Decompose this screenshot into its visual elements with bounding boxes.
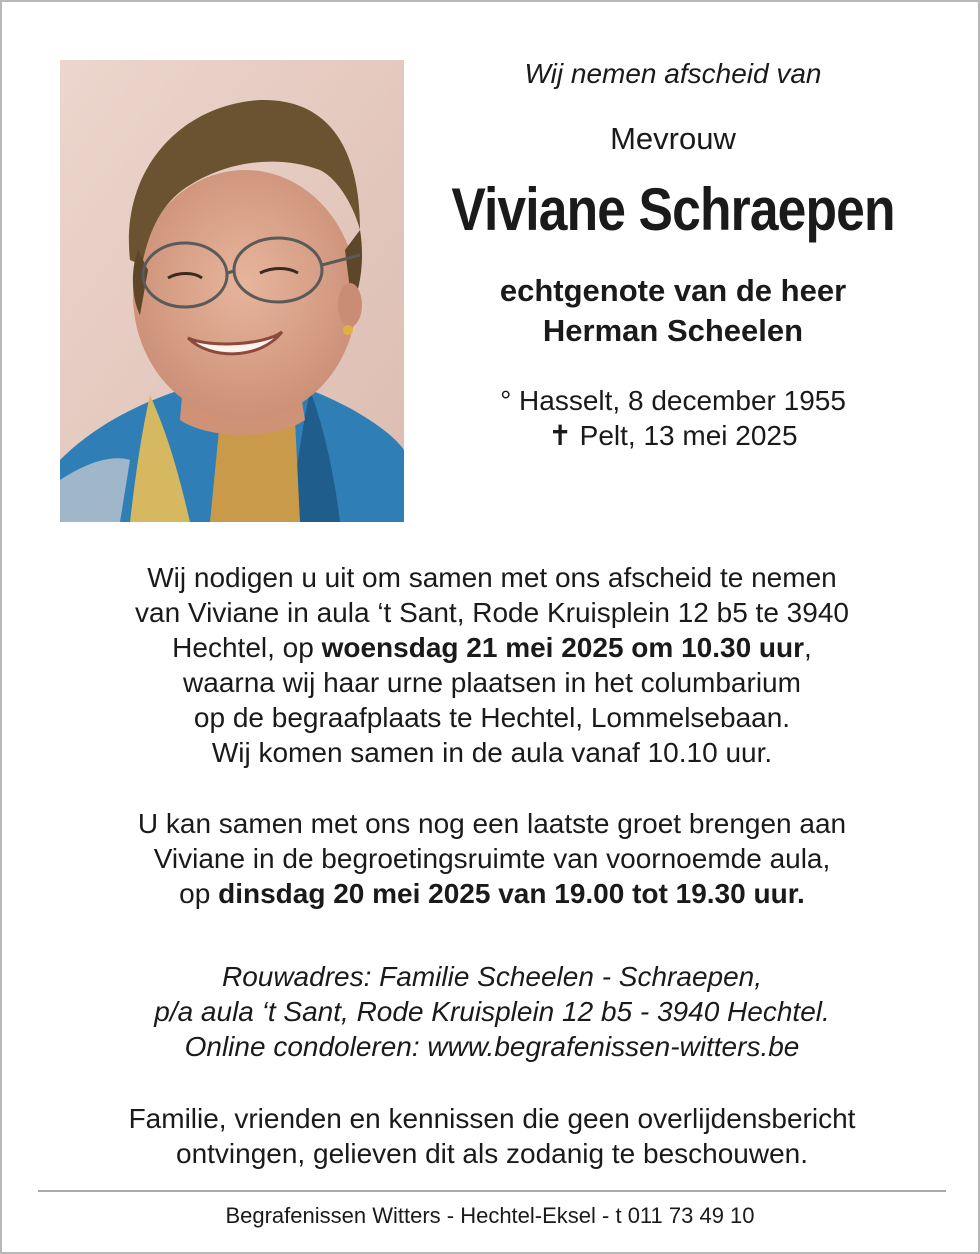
obituary-header bbox=[412, 54, 934, 453]
invite-text: , bbox=[804, 632, 812, 663]
address-line: p/a aula ‘t Sant, Rode Kruisplein 12 b5 - 3940 Hechtel. bbox=[154, 996, 830, 1027]
invite-line: Wij komen samen in de aula vanaf 10.10 uur. bbox=[211, 737, 773, 768]
notice-line: ontvingen, gelieven dit als zodanig te beschouwen. bbox=[176, 1138, 808, 1169]
portrait-illustration bbox=[60, 60, 404, 522]
family-notice bbox=[42, 1101, 942, 1171]
condolence-link[interactable]: Online condoleren: www.begrafenissen-witters.be bbox=[184, 1031, 800, 1062]
greet-line: Viviane in de begroetingsruimte van voornoemde aula, bbox=[153, 843, 831, 874]
invite-line: op de begraafplaats te Hechtel, Lommelsebaan. bbox=[193, 702, 791, 733]
invite-text: Hechtel, op bbox=[172, 632, 322, 663]
intro-line: Wij nemen afscheid van bbox=[524, 58, 822, 89]
address-line: Rouwadres: Familie Scheelen - Schraepen, bbox=[221, 961, 763, 992]
portrait-photo bbox=[60, 60, 404, 522]
death-date: ✝ Pelt, 13 mei 2025 bbox=[548, 420, 798, 451]
invite-line: Wij nodigen u uit om samen met ons afscheid te nemen bbox=[147, 562, 837, 593]
greet-text: op bbox=[179, 878, 219, 909]
honorific: Mevrouw bbox=[610, 121, 736, 156]
ceremony-invitation bbox=[42, 560, 942, 770]
invite-line: van Viviane in aula ‘t Sant, Rode Kruisplein 12 b5 te 3940 bbox=[135, 597, 849, 628]
funeral-home-footer: Begrafenissen Witters - Hechtel-Eksel - t 011 73 49 10 bbox=[225, 1203, 755, 1228]
greet-line: U kan samen met ons nog een laatste groet brengen aan bbox=[137, 808, 847, 839]
notice-line: Familie, vrienden en kennissen die geen overlijdensbericht bbox=[128, 1103, 856, 1134]
ceremony-datetime: woensdag 21 mei 2025 om 10.30 uur bbox=[321, 632, 805, 663]
invite-line bbox=[42, 630, 942, 665]
spouse-line-2: Herman Scheelen bbox=[542, 313, 804, 348]
greet-line bbox=[42, 876, 942, 911]
spouse-line-1: echtgenote van de heer bbox=[499, 273, 847, 308]
mourning-address bbox=[42, 959, 942, 1064]
farewell-visit bbox=[42, 806, 942, 911]
invite-line: waarna wij haar urne plaatsen in het columbarium bbox=[183, 667, 801, 698]
life-dates bbox=[412, 383, 934, 453]
footer-divider bbox=[38, 1190, 946, 1192]
visit-datetime: dinsdag 20 mei 2025 van 19.00 tot 19.30 uur. bbox=[218, 878, 805, 909]
spouse-info bbox=[412, 271, 934, 351]
deceased-name: Viviane Schraepen bbox=[451, 176, 895, 243]
birth-date: ° Hasselt, 8 december 1955 bbox=[500, 385, 846, 416]
